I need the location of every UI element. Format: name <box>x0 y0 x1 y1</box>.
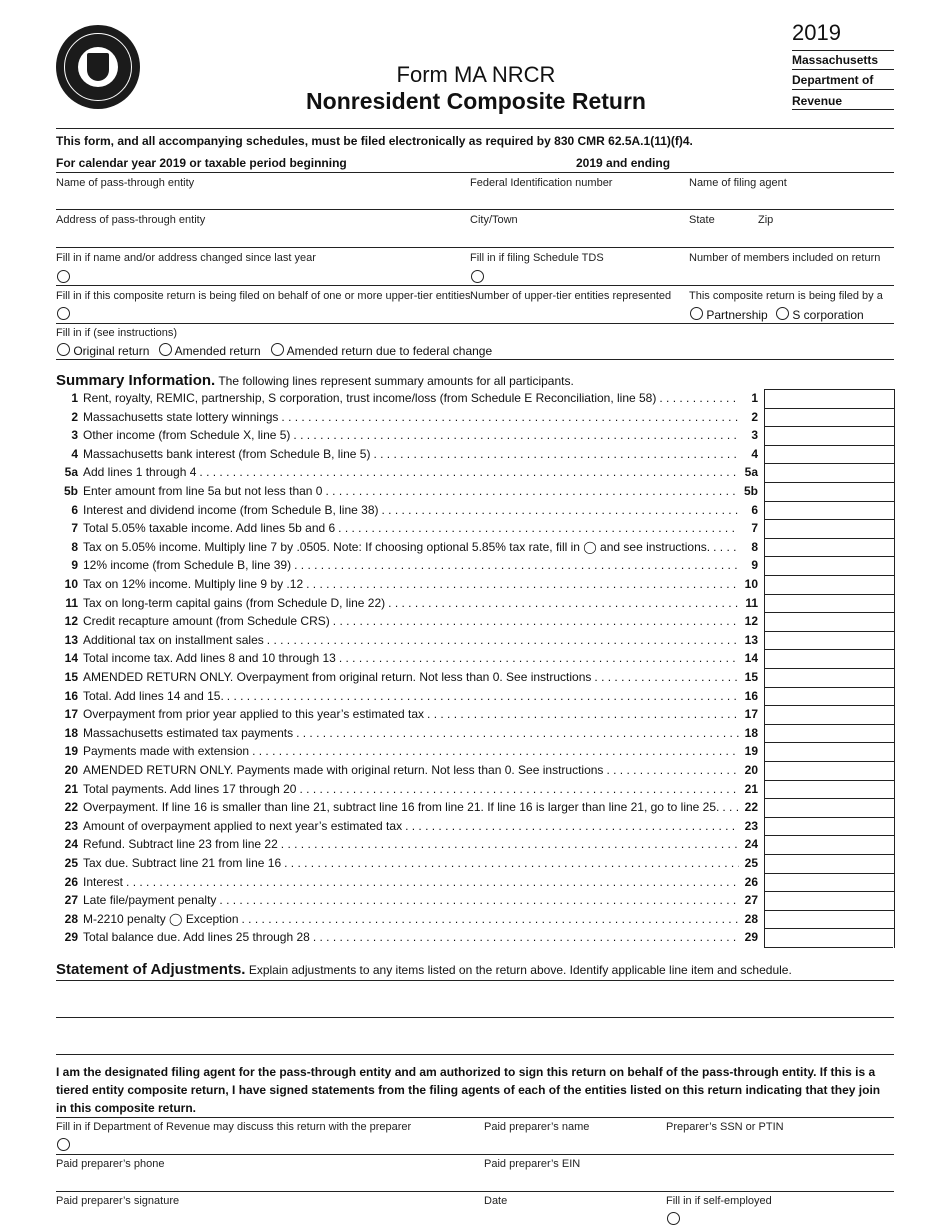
line-reference: 29 <box>744 930 758 944</box>
line-number: 6 <box>71 503 78 517</box>
amount-field-line-13[interactable] <box>764 631 895 651</box>
leader-dots <box>252 744 739 758</box>
line-description: Payments made with extension <box>83 744 250 758</box>
line-number: 18 <box>64 726 78 740</box>
leader-dots <box>284 856 739 870</box>
line-reference: 16 <box>744 689 758 703</box>
summary-line-21 <box>56 780 758 798</box>
summary-line-10 <box>56 575 758 593</box>
amount-field-line-8[interactable] <box>764 538 895 558</box>
line-description: Rent, royalty, REMIC, partnership, S corporation, trust income/loss (from Schedule E Reconciliation, line 58) <box>83 391 657 405</box>
adjustments-heading: Statement of Adjustments. <box>56 961 246 978</box>
line-number: 23 <box>64 819 78 833</box>
summary-line-4 <box>56 445 758 463</box>
entity-name-field[interactable]: Name of pass-through entity <box>56 177 195 189</box>
summary-line-3 <box>56 426 758 444</box>
summary-line-23 <box>56 817 758 835</box>
line-description: AMENDED RETURN ONLY. Payments made with original return. Not less than 0. See instructions <box>83 763 604 777</box>
dor-seal-logo <box>56 25 140 109</box>
line-description: Massachusetts bank interest (from Schedule B, line 5) <box>83 447 371 461</box>
amount-field-line-7[interactable] <box>764 519 895 539</box>
summary-line-14 <box>56 649 758 667</box>
preparer-ssn-field[interactable]: Preparer’s SSN or PTIN <box>666 1121 784 1133</box>
upper-tier-count-field[interactable]: Number of upper-tier entities represented <box>470 290 672 302</box>
line-number: 19 <box>64 744 78 758</box>
preparer-signature-field[interactable]: Paid preparer’s signature <box>56 1195 180 1207</box>
leader-dots <box>313 930 739 944</box>
original-return-label: Original return <box>73 344 150 358</box>
adjustments-input-line-1[interactable] <box>56 1017 894 1018</box>
line-number: 22 <box>64 800 78 814</box>
leader-dots <box>594 670 739 684</box>
return-type-label: Fill in if (see instructions) <box>56 327 178 339</box>
line-number: 29 <box>64 930 78 944</box>
preparer-name-field[interactable]: Paid preparer’s name <box>484 1121 590 1133</box>
leader-dots <box>405 819 739 833</box>
line-reference: 15 <box>744 670 758 684</box>
summary-line-20 <box>56 761 758 779</box>
line-number: 16 <box>64 689 78 703</box>
zip-field[interactable]: Zip <box>758 214 774 226</box>
line-description: Massachusetts state lottery winnings <box>83 410 279 424</box>
line-reference: 26 <box>744 875 758 889</box>
leader-dots <box>722 800 739 814</box>
partnership-radio[interactable] <box>690 307 703 320</box>
line-reference: 2 <box>751 410 758 424</box>
agency-line-3: Revenue <box>792 94 843 108</box>
line-number: 27 <box>64 893 78 907</box>
s-corporation-label: S corporation <box>792 308 864 322</box>
line-reference: 6 <box>751 503 758 517</box>
line-description: Add lines 1 through 4 <box>83 465 197 479</box>
electronic-filing-notice: This form, and all accompanying schedules, must be filed electronically as required by 830 CMR 62.5A.1(11)(f)4. <box>56 134 693 148</box>
leader-dots <box>333 614 739 628</box>
line-number: 7 <box>71 521 78 535</box>
line-reference: 24 <box>744 837 758 851</box>
self-employed-label: Fill in if self-employed <box>666 1195 772 1207</box>
amount-column-bottom <box>764 947 893 948</box>
line-reference: 11 <box>745 596 758 610</box>
filed-by-label: This composite return is being filed by a <box>689 290 883 302</box>
amount-field-line-21[interactable] <box>764 780 895 800</box>
leader-dots <box>338 521 739 535</box>
line-reference: 20 <box>744 763 758 777</box>
line-description: Other income (from Schedule X, line 5) <box>83 428 291 442</box>
line-description: Total payments. Add lines 17 through 20 <box>83 782 297 796</box>
filing-agent-field[interactable]: Name of filing agent <box>689 177 787 189</box>
line-number: 5a <box>64 465 78 479</box>
line-reference: 21 <box>744 782 758 796</box>
line-description: Overpayment. If line 16 is smaller than line 21, subtract line 16 from line 21. If line 16 is larger than line 21, go to line 25. <box>83 800 720 814</box>
amount-field-line-18[interactable] <box>764 724 895 744</box>
self-employed-radio[interactable] <box>667 1212 680 1225</box>
line-description: M-2210 penalty ◯ Exception <box>83 912 239 926</box>
adjustments-subheading: Explain adjustments to any items listed on the return above. Identify applicable line item and schedule. <box>248 963 792 977</box>
line-reference: 13 <box>744 633 758 647</box>
line-reference: 4 <box>751 447 758 461</box>
line-number: 1 <box>71 391 78 405</box>
line-number: 24 <box>64 837 78 851</box>
line-description: Interest and dividend income (from Schedule B, line 38) <box>83 503 379 517</box>
leader-dots <box>325 484 739 498</box>
line-reference: 19 <box>744 744 758 758</box>
adjustments-input-line-2[interactable] <box>56 1054 894 1055</box>
amount-field-line-4[interactable] <box>764 445 895 465</box>
amount-field-line-26[interactable] <box>764 873 895 893</box>
summary-line-7 <box>56 519 758 537</box>
amended-return-radio[interactable] <box>159 343 172 356</box>
line-number: 11 <box>65 596 78 610</box>
amount-field-line-23[interactable] <box>764 817 895 837</box>
agency-line-2: Department of <box>792 73 874 87</box>
amount-field-line-2[interactable] <box>764 408 895 428</box>
line-number: 12 <box>64 614 78 628</box>
preparer-phone-field[interactable]: Paid preparer’s phone <box>56 1158 165 1170</box>
line-number: 9 <box>71 558 78 572</box>
line-description: Late file/payment penalty <box>83 893 217 907</box>
summary-line-9 <box>56 556 758 574</box>
amount-field-line-27[interactable] <box>764 891 895 911</box>
amended-federal-label: Amended return due to federal change <box>286 344 493 358</box>
line-number: 13 <box>64 633 78 647</box>
summary-line-17 <box>56 705 758 723</box>
summary-line-22 <box>56 798 758 816</box>
line-number: 17 <box>64 707 78 721</box>
amended-federal-option[interactable] <box>271 343 492 358</box>
amount-field-line-10[interactable] <box>764 575 895 595</box>
leader-dots <box>227 689 739 703</box>
state-field[interactable]: State <box>689 214 715 226</box>
summary-line-11 <box>56 594 758 612</box>
line-description: AMENDED RETURN ONLY. Overpayment from original return. Not less than 0. See instructions <box>83 670 592 684</box>
summary-line-1 <box>56 389 758 407</box>
filed-by-partnership-option[interactable] <box>690 307 768 322</box>
summary-line-5b <box>56 482 758 500</box>
summary-line-28 <box>56 910 758 928</box>
leader-dots <box>199 465 739 479</box>
amount-field-line-5b[interactable] <box>764 482 895 502</box>
summary-line-25 <box>56 854 758 872</box>
summary-line-26 <box>56 873 758 891</box>
line-reference: 18 <box>744 726 758 740</box>
amended-federal-radio[interactable] <box>271 343 284 356</box>
agency-line-1: Massachusetts <box>792 53 879 67</box>
amount-field-line-9[interactable] <box>764 556 895 576</box>
original-return-option[interactable] <box>57 343 149 358</box>
leader-dots <box>299 782 739 796</box>
summary-heading-row <box>56 372 574 389</box>
line-number: 25 <box>64 856 78 870</box>
preparer-discuss-radio[interactable] <box>57 1138 70 1151</box>
amount-field-line-16[interactable] <box>764 687 895 707</box>
leader-dots <box>713 540 739 554</box>
schedule-tds-label: Fill in if filing Schedule TDS <box>470 252 604 264</box>
amount-field-line-17[interactable] <box>764 705 895 725</box>
summary-line-8 <box>56 538 758 556</box>
leader-dots <box>267 633 739 647</box>
summary-line-5a <box>56 463 758 481</box>
leader-dots <box>382 503 740 517</box>
line-reference: 23 <box>744 819 758 833</box>
line-description: Total balance due. Add lines 25 through 28 <box>83 930 310 944</box>
line-number: 4 <box>71 447 78 461</box>
line-description: Tax due. Subtract line 21 from line 16 <box>83 856 282 870</box>
line-number: 15 <box>64 670 78 684</box>
amount-field-line-15[interactable] <box>764 668 895 688</box>
leader-dots <box>219 893 739 907</box>
amount-field-line-20[interactable] <box>764 761 895 781</box>
line-reference: 1 <box>751 391 758 405</box>
amount-field-line-25[interactable] <box>764 854 895 874</box>
leader-dots <box>306 577 739 591</box>
members-count-field[interactable]: Number of members included on return <box>689 252 881 264</box>
line-number: 10 <box>64 577 78 591</box>
leader-dots <box>242 912 739 926</box>
upper-tier-radio[interactable] <box>57 307 70 320</box>
line-reference: 5b <box>743 484 758 498</box>
summary-line-6 <box>56 501 758 519</box>
summary-line-12 <box>56 612 758 630</box>
leader-dots <box>427 707 739 721</box>
leader-dots <box>339 651 739 665</box>
amount-field-line-29[interactable] <box>764 928 895 948</box>
leader-dots <box>293 428 739 442</box>
preparer-discuss-label: Fill in if Department of Revenue may discuss this return with the preparer <box>56 1121 412 1133</box>
summary-line-27 <box>56 891 758 909</box>
line-description: Amount of overpayment applied to next year’s estimated tax <box>83 819 403 833</box>
adjustments-heading-row <box>56 961 792 978</box>
line-reference: 27 <box>744 893 758 907</box>
leader-dots <box>281 410 739 424</box>
partnership-label: Partnership <box>706 308 768 322</box>
s-corporation-radio[interactable] <box>776 307 789 320</box>
line-description: Tax on 5.05% income. Multiply line 7 by .0505. Note: If choosing optional 5.85% tax rate, fill in ◯ and see instructions. <box>83 540 711 554</box>
name-changed-radio[interactable] <box>57 270 70 283</box>
line-number: 28 <box>64 912 78 926</box>
summary-line-24 <box>56 835 758 853</box>
line-number: 14 <box>64 651 78 665</box>
amount-field-line-3[interactable] <box>764 426 895 446</box>
line-reference: 14 <box>744 651 758 665</box>
summary-heading: Summary Information. <box>56 372 216 389</box>
line-reference: 10 <box>744 577 758 591</box>
filed-by-scorp-option[interactable] <box>776 307 864 322</box>
leader-dots <box>294 558 739 572</box>
leader-dots <box>126 875 739 889</box>
line-reference: 3 <box>751 428 758 442</box>
line-number: 21 <box>64 782 78 796</box>
amount-field-line-11[interactable] <box>764 594 895 614</box>
line-description: Total income tax. Add lines 8 and 10 through 13 <box>83 651 336 665</box>
address-field[interactable]: Address of pass-through entity <box>56 214 206 226</box>
period-ending-label: 2019 and ending <box>576 156 671 170</box>
amount-field-line-6[interactable] <box>764 501 895 521</box>
preparer-ein-field[interactable]: Paid preparer’s EIN <box>484 1158 581 1170</box>
leader-dots <box>296 726 739 740</box>
line-number: 20 <box>64 763 78 777</box>
line-reference: 22 <box>744 800 758 814</box>
form-title: Nonresident Composite Return <box>306 88 646 114</box>
line-description: Interest <box>83 875 124 889</box>
upper-tier-label: Fill in if this composite return is being filed on behalf of one or more upper-tier entities <box>56 290 471 302</box>
amount-field-line-24[interactable] <box>764 835 895 855</box>
summary-line-2 <box>56 408 758 426</box>
amount-field-line-28[interactable] <box>764 910 895 930</box>
summary-subheading: The following lines represent summary amounts for all participants. <box>218 374 574 388</box>
amount-field-line-14[interactable] <box>764 649 895 669</box>
city-field[interactable]: City/Town <box>470 214 518 226</box>
fein-field[interactable]: Federal Identification number <box>470 177 613 189</box>
summary-line-15 <box>56 668 758 686</box>
line-number: 3 <box>71 428 78 442</box>
amount-field-line-22[interactable] <box>764 798 895 818</box>
summary-line-29 <box>56 928 758 946</box>
line-description: Enter amount from line 5a but not less than 0 <box>83 484 323 498</box>
line-description: Credit recapture amount (from Schedule CRS) <box>83 614 330 628</box>
line-description: Total 5.05% taxable income. Add lines 5b and 6 <box>83 521 336 535</box>
leader-dots <box>606 763 739 777</box>
line-reference: 5a <box>744 465 758 479</box>
line-number: 2 <box>71 410 78 424</box>
line-reference: 12 <box>744 614 758 628</box>
leader-dots <box>659 391 739 405</box>
line-reference: 8 <box>751 540 758 554</box>
amount-field-line-12[interactable] <box>764 612 895 632</box>
line-description: Massachusetts estimated tax payments <box>83 726 294 740</box>
leader-dots <box>388 596 739 610</box>
schedule-tds-radio[interactable] <box>471 270 484 283</box>
summary-line-18 <box>56 724 758 742</box>
tax-year: 2019 <box>792 20 841 45</box>
line-reference: 9 <box>751 558 758 572</box>
line-number: 26 <box>64 875 78 889</box>
line-description: Overpayment from prior year applied to this year’s estimated tax <box>83 707 425 721</box>
leader-dots <box>373 447 739 461</box>
summary-line-16 <box>56 687 758 705</box>
leader-dots <box>281 837 739 851</box>
summary-line-13 <box>56 631 758 649</box>
line-reference: 17 <box>744 707 758 721</box>
line-description: Tax on long-term capital gains (from Schedule D, line 22) <box>83 596 386 610</box>
line-number: 5b <box>63 484 78 498</box>
form-name: Form MA NRCR <box>396 62 556 87</box>
amount-field-line-5a[interactable] <box>764 463 895 483</box>
line-description: 12% income (from Schedule B, line 39) <box>83 558 292 572</box>
amount-field-line-19[interactable] <box>764 742 895 762</box>
line-description: Additional tax on installment sales <box>83 633 264 647</box>
line-reference: 25 <box>744 856 758 870</box>
line-reference: 7 <box>751 521 758 535</box>
name-changed-label: Fill in if name and/or address changed since last year <box>56 252 316 264</box>
original-return-radio[interactable] <box>57 343 70 356</box>
amended-return-option[interactable] <box>159 343 261 358</box>
summary-line-19 <box>56 742 758 760</box>
line-reference: 28 <box>744 912 758 926</box>
line-number: 8 <box>71 540 78 554</box>
line-description: Tax on 12% income. Multiply line 9 by .12 <box>83 577 304 591</box>
preparer-date-field[interactable]: Date <box>484 1195 508 1207</box>
line-description: Refund. Subtract line 23 from line 22 <box>83 837 278 851</box>
declaration-text: I am the designated filing agent for the pass-through entity and am authorized to sign this return on behalf of the pass-through entity. If this is a tiered entity composite return, I have signed statements from the filing agents of each of the entities listed on this return indicating that they join in this composite return. <box>56 1065 881 1115</box>
amended-return-label: Amended return <box>174 344 261 358</box>
period-beginning-label: For calendar year 2019 or taxable period beginning <box>56 156 347 170</box>
line-description: Total. Add lines 14 and 15. <box>83 689 224 703</box>
amount-field-line-1[interactable] <box>764 389 895 409</box>
